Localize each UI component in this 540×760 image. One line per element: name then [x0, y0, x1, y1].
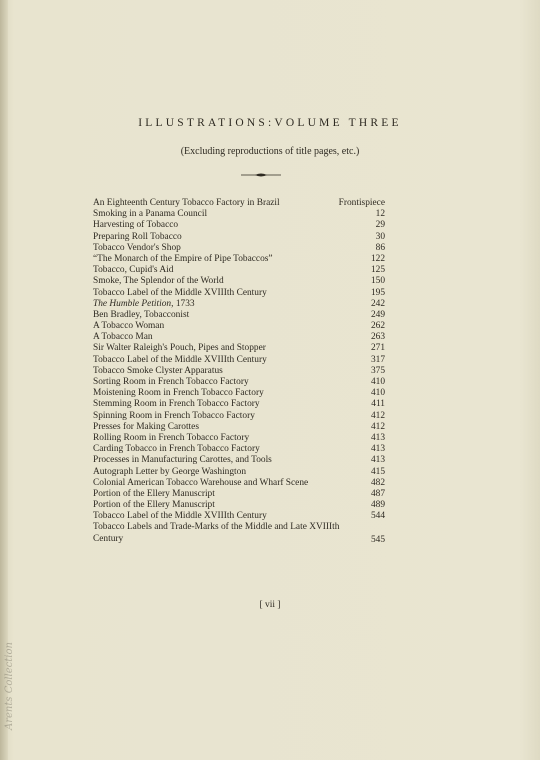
illustration-title: A Tobacco Man	[93, 332, 153, 343]
illustration-title: A Tobacco Woman	[93, 321, 165, 332]
illustration-title: Sir Walter Raleigh's Pouch, Pipes and Stopper	[93, 343, 266, 354]
list-item	[93, 500, 385, 511]
list-item	[93, 209, 385, 220]
illustration-page: 413	[370, 444, 385, 455]
illustration-page: 487	[370, 488, 385, 499]
illustration-page: 411	[371, 399, 385, 410]
illustration-page: 489	[370, 500, 385, 511]
list-item	[93, 377, 385, 388]
illustration-title: Moistening Room in French Tobacco Factory	[93, 388, 264, 399]
list-item	[93, 455, 385, 466]
illustration-page: 545	[370, 535, 385, 546]
list-item	[93, 366, 385, 377]
illustration-title: Portion of the Ellery Manuscript	[93, 488, 215, 499]
illustration-page: 544	[370, 511, 385, 522]
list-item	[93, 220, 385, 231]
illustration-page: 86	[375, 242, 385, 253]
illustration-title: Smoke, The Splendor of the World	[93, 276, 224, 287]
illustration-page: 29	[375, 220, 385, 231]
list-item	[93, 489, 385, 500]
page-subheading: (Excluding reproductions of title pages, etc.)	[180, 146, 360, 157]
illustration-title: Harvesting of Tobacco	[93, 220, 179, 231]
illustration-title: Colonial American Tobacco Warehouse and Wharf Scene	[93, 477, 309, 488]
illustration-page: 412	[370, 421, 385, 432]
list-item	[93, 433, 385, 444]
list-item	[93, 276, 385, 287]
illustration-title	[93, 299, 385, 310]
illustration-page: 271	[370, 343, 385, 354]
list-item	[93, 355, 385, 366]
list-item	[93, 288, 385, 299]
illustration-page: 415	[370, 466, 385, 477]
illustration-title: Ben Bradley, Tobacconist	[93, 309, 190, 320]
illustration-title: Sorting Room in French Tobacco Factory	[93, 377, 249, 387]
list-item	[93, 522, 385, 546]
illustration-title: Tobacco Label of the Middle XVIIIth Century	[93, 287, 267, 298]
illustration-page: 122	[370, 253, 385, 264]
list-item	[93, 467, 385, 478]
list-item	[93, 232, 385, 243]
illustration-page: 195	[370, 287, 385, 298]
illustration-page: 317	[370, 354, 385, 365]
page-number: [ vii ]	[259, 600, 281, 610]
illustration-title-year: 1733	[173, 298, 195, 309]
illustration-title: Smoking in a Panama Council	[93, 209, 208, 220]
margin-handwritten-note: Arents Collection	[4, 642, 15, 730]
illustration-title: Tobacco Smoke Clyster Apparatus	[93, 365, 223, 376]
illustration-page: 30	[375, 231, 385, 242]
list-item	[93, 343, 385, 354]
list-item	[93, 299, 385, 310]
illustration-title: Tobacco Labels and Trade-Marks of the Middle and Late XVIIIth Century	[93, 522, 340, 544]
illustration-page: 12	[375, 209, 385, 220]
page-heading: ILLUSTRATIONS:VOLUME THREE	[138, 117, 402, 129]
illustration-title: Portion of the Ellery Manuscript	[93, 500, 215, 511]
illustration-title: Processes in Manufacturing Carottes, and Tools	[93, 455, 272, 466]
list-item	[93, 198, 385, 209]
illustration-page: 150	[370, 276, 385, 287]
list-item	[93, 511, 385, 522]
illustration-title: Autograph Letter by George Washington	[93, 466, 247, 477]
illustration-title: Carding Tobacco in French Tobacco Factory	[93, 444, 260, 455]
illustration-title: Tobacco Label of the Middle XVIIIth Century	[93, 511, 267, 522]
illustration-title: “The Monarch of the Empire of Pipe Tobaccos”	[93, 253, 273, 264]
illustration-title: Tobacco Vendor's Shop	[93, 242, 181, 253]
illustration-page: 375	[370, 365, 385, 376]
illustration-page: 242	[370, 298, 385, 309]
illustration-page: 125	[370, 265, 385, 276]
illustration-title: An Eighteenth Century Tobacco Factory in Brazil	[93, 198, 280, 208]
illustrations-list	[93, 198, 385, 546]
illustration-page: 410	[370, 377, 385, 387]
illustration-title: Tobacco, Cupid's Aid	[93, 265, 174, 276]
illustration-title: Presses for Making Carottes	[93, 421, 199, 432]
illustration-title: Tobacco Label of the Middle XVIIIth Century	[93, 354, 267, 365]
list-item	[93, 254, 385, 265]
illustration-title: Spinning Room in French Tobacco Factory	[93, 410, 255, 421]
list-item	[93, 411, 385, 422]
illustration-title: Rolling Room in French Tobacco Factory	[93, 432, 250, 443]
list-item	[93, 321, 385, 332]
ornament-rule	[241, 172, 281, 178]
illustration-page: 263	[370, 332, 385, 343]
illustration-page: 249	[370, 309, 385, 320]
list-item	[93, 332, 385, 343]
illustration-title: Stemming Room in French Tobacco Factory	[93, 399, 260, 410]
illustration-page: Frontispiece	[338, 198, 385, 208]
illustration-title: Preparing Roll Tobacco	[93, 231, 182, 242]
list-item	[93, 399, 385, 410]
illustration-page: 413	[370, 432, 385, 443]
illustration-page: 410	[370, 388, 385, 399]
list-item	[93, 388, 385, 399]
list-item	[93, 265, 385, 276]
illustration-page: 412	[370, 410, 385, 421]
list-item	[93, 310, 385, 321]
illustration-page: 262	[370, 321, 385, 332]
illustration-page: 482	[370, 477, 385, 488]
list-item	[93, 478, 385, 489]
list-item	[93, 422, 385, 433]
illustration-title-italic: The Humble Petition,	[93, 298, 174, 309]
illustration-page: 413	[370, 455, 385, 466]
list-item	[93, 444, 385, 455]
list-item	[93, 243, 385, 254]
